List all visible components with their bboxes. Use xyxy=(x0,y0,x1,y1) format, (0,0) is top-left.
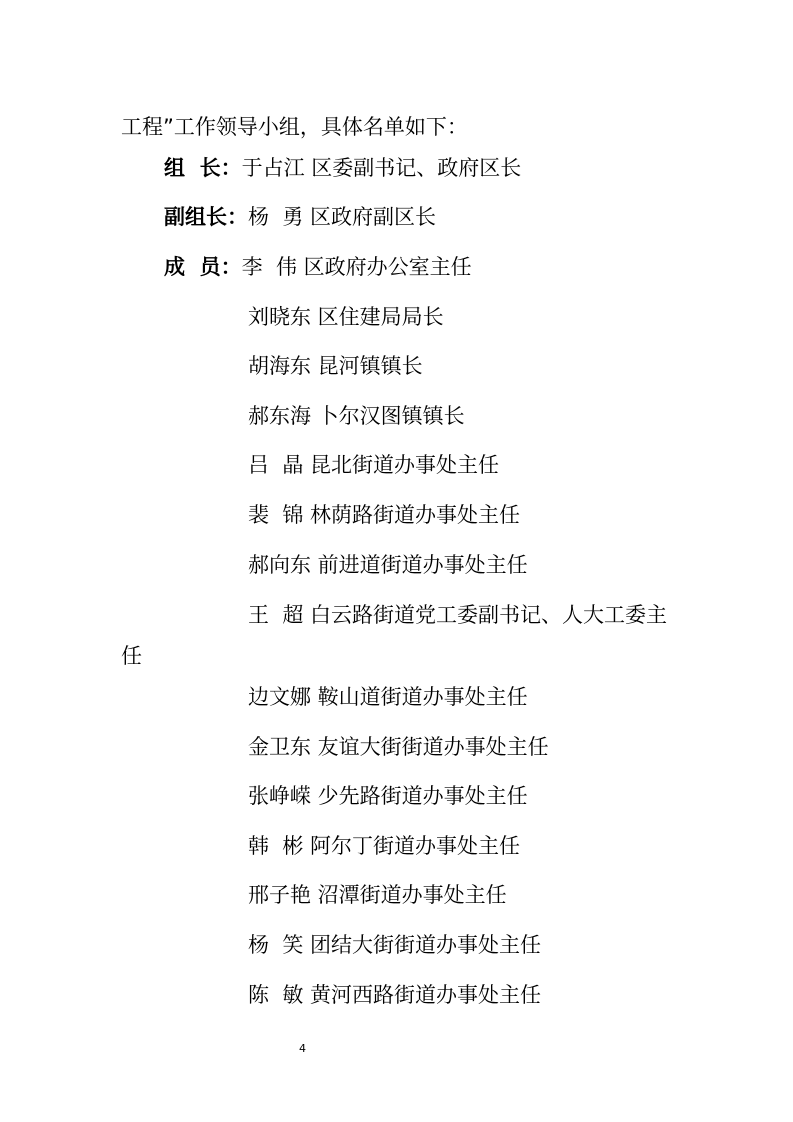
deputy-leader-label: 副组长： xyxy=(164,205,248,229)
page-number: 4 xyxy=(299,1042,306,1055)
member-line: 金卫东 友谊大街街道办事处主任 xyxy=(248,735,549,759)
member-line: 邢子艳 沼潭街道办事处主任 xyxy=(248,883,507,907)
member-line: 裴 锦 林荫路街道办事处主任 xyxy=(248,503,521,527)
member-line: 陈 敏 黄河西路街道办事处主任 xyxy=(248,983,542,1007)
intro-line: 工程”工作领导小组，具体名单如下： xyxy=(121,115,468,139)
member-head-row xyxy=(164,255,472,279)
leader-text: 于占江 区委副书记、政府区长 xyxy=(241,156,522,180)
member-label: 成 员： xyxy=(164,255,242,279)
leader-row xyxy=(164,156,521,180)
member-line: 郝向东 前进道街道办事处主任 xyxy=(248,553,528,577)
member-line: 郝东海 卜尔汉图镇镇长 xyxy=(248,404,465,428)
member-line: 胡海东 昆河镇镇长 xyxy=(248,354,423,378)
member-line: 吕 晶 昆北街道办事处主任 xyxy=(248,453,500,477)
deputy-leader-row xyxy=(164,205,436,229)
leader-label: 组 长： xyxy=(164,156,242,180)
member-line: 刘晓东 区住建局局长 xyxy=(248,305,444,329)
deputy-leader-text: 杨 勇 区政府副区长 xyxy=(248,205,437,229)
member-line: 张峥嵘 少先路街道办事处主任 xyxy=(248,784,528,808)
member-line: 边文娜 鞍山道街道办事处主任 xyxy=(248,685,528,709)
member-line: 王 超 白云路街道党工委副书记、人大工委主 xyxy=(248,603,668,627)
member-line-wrap: 任 xyxy=(121,644,142,668)
member-line: 韩 彬 阿尔丁街道办事处主任 xyxy=(248,834,521,858)
member-head-text: 李 伟 区政府办公室主任 xyxy=(241,255,472,279)
member-line: 杨 笑 团结大街街道办事处主任 xyxy=(248,933,542,957)
